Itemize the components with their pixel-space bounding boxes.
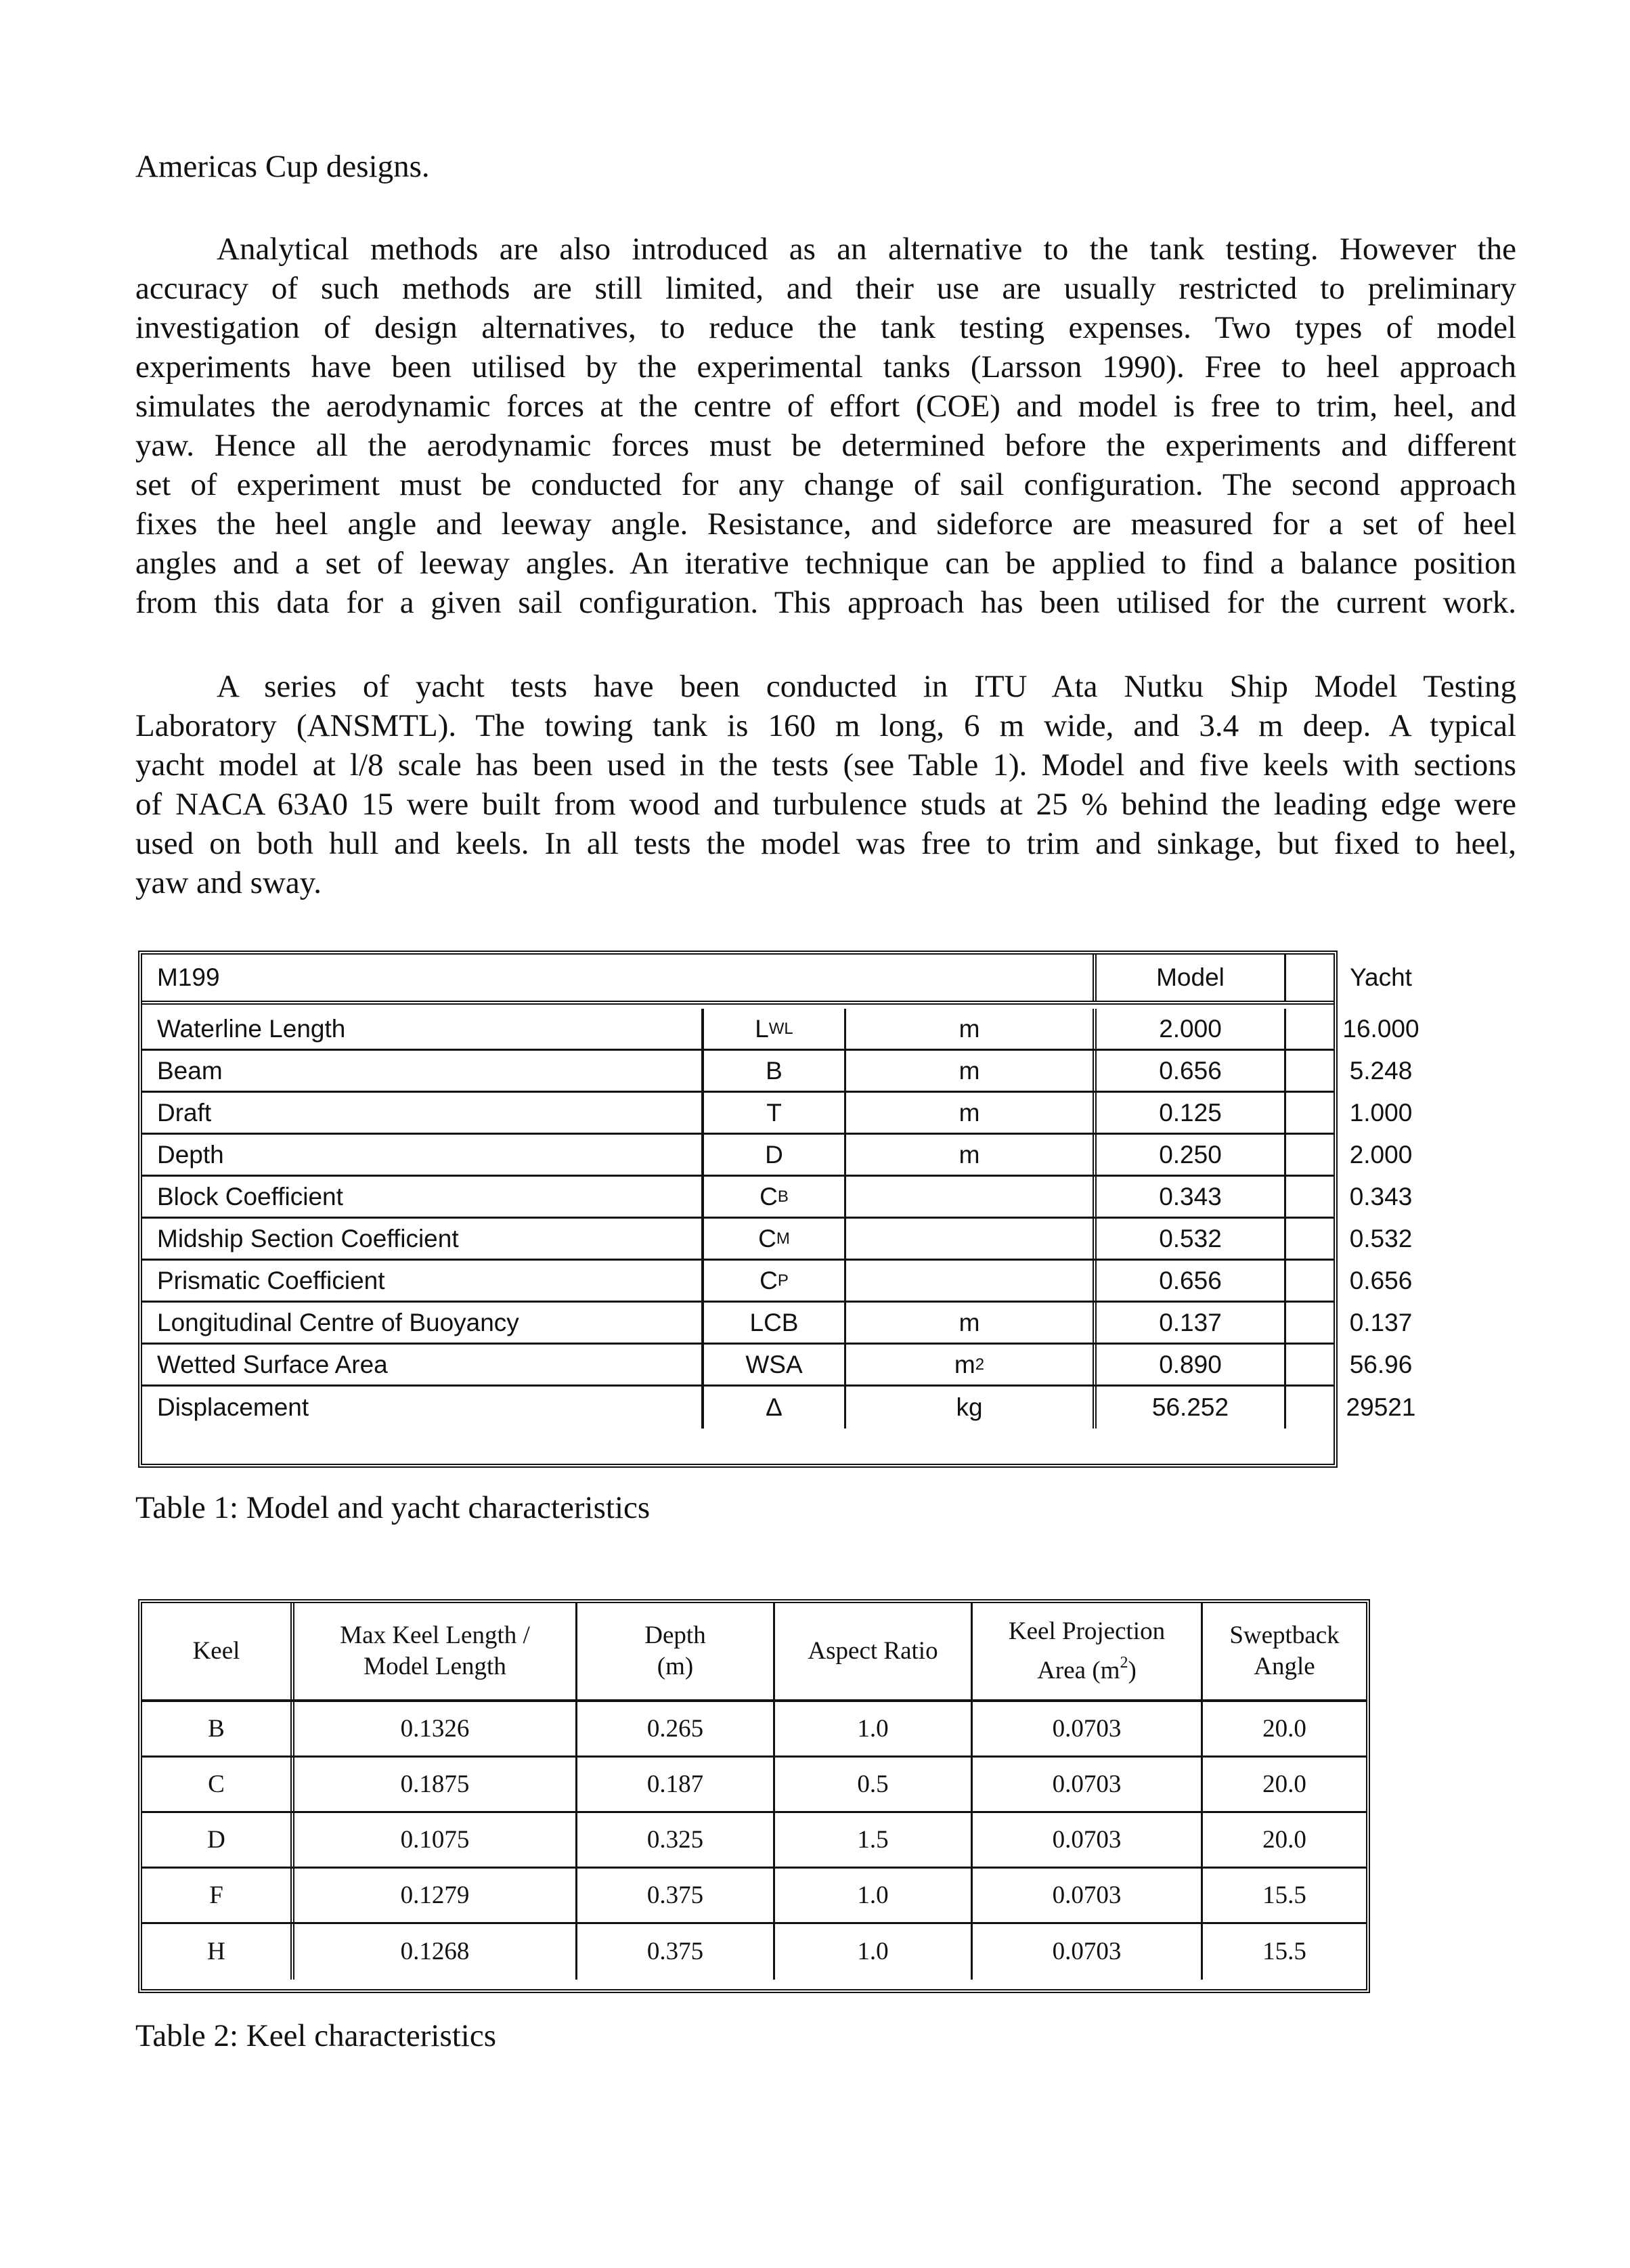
symbol-text: C (759, 1182, 778, 1211)
paragraph1-line: from this data for a given sail configuration. This approach has been utilised for the current work. (135, 585, 1516, 620)
keel-length-ratio: 0.1875 (294, 1758, 577, 1811)
table-row (142, 1135, 1413, 1177)
row-symbol (704, 1177, 846, 1217)
table-row (142, 1869, 1366, 1924)
row-symbol (704, 1261, 846, 1301)
row-symbol (704, 1219, 846, 1259)
row-yacht-value: 0.532 (1349, 1224, 1413, 1252)
symbol-subscript: WL (768, 1019, 793, 1038)
row-name: Longitudinal Centre of Buoyancy (142, 1303, 704, 1343)
paragraph2-line: A series of yacht tests have been conducted in ITU Ata Nutku Ship Model Testing (217, 669, 1516, 704)
row-symbol (704, 1051, 846, 1091)
column-header-yacht: Yacht (1350, 963, 1412, 991)
symbol-subscript: B (777, 1187, 789, 1206)
paragraph1-line: investigation of design alternatives, to reduce the tank testing expenses. Two types of model (135, 310, 1516, 345)
keel-length-ratio: 0.1075 (294, 1813, 577, 1867)
symbol-text: C (759, 1266, 778, 1294)
header-line: ) (1128, 1657, 1137, 1684)
column-header-keel-projection (973, 1603, 1203, 1699)
table-header-row (142, 1603, 1366, 1702)
keel-sweptback-angle: 15.5 (1262, 1881, 1306, 1909)
row-unit (846, 1009, 1097, 1049)
row-model-value: 0.532 (1097, 1219, 1286, 1259)
keel-projection-area: 0.0703 (973, 1924, 1203, 1980)
keel-depth: 0.187 (577, 1758, 775, 1811)
table-row (142, 1813, 1366, 1869)
intro-line: Americas Cup designs. (135, 149, 430, 184)
table-row (142, 1093, 1413, 1135)
keel-projection-area: 0.0703 (973, 1813, 1203, 1867)
table-row (142, 1758, 1366, 1813)
keel-depth: 0.265 (577, 1702, 775, 1755)
keel-length-ratio: 0.1279 (294, 1869, 577, 1922)
keel-depth: 0.375 (577, 1869, 775, 1922)
header-line: (m) (657, 1653, 694, 1680)
paragraph2-line: of NACA 63A0 15 were built from wood and turbulence studs at 25 % behind the leading edge were (135, 787, 1516, 822)
keel-sweptback-angle: 20.0 (1262, 1770, 1306, 1798)
table-model-yacht (138, 951, 1419, 1468)
paragraph1-line: Analytical methods are also introduced as an alternative to the tank testing. However the (217, 232, 1516, 267)
keel-id: F (142, 1869, 294, 1922)
row-unit (846, 1177, 1097, 1217)
header-superscript: 2 (1120, 1654, 1128, 1672)
keel-projection-area: 0.0703 (973, 1702, 1203, 1755)
column-header-model: Model (1097, 955, 1286, 1001)
header-line: Angle (1254, 1653, 1315, 1680)
symbol-subscript: P (777, 1271, 789, 1290)
keel-aspect-ratio: 1.0 (775, 1869, 973, 1922)
table-row (142, 1303, 1413, 1345)
column-header-max-keel-length (294, 1603, 577, 1699)
header-line: Sweptback (1229, 1621, 1340, 1649)
row-name: Draft (142, 1093, 704, 1133)
unit-text: m (959, 1308, 980, 1336)
header-line: Keel Projection (1008, 1617, 1166, 1645)
row-model-value: 0.890 (1097, 1345, 1286, 1384)
column-header-sweptback-angle (1203, 1603, 1366, 1699)
keel-id: D (142, 1813, 294, 1867)
keel-length-ratio: 0.1268 (294, 1924, 577, 1980)
paragraph1-line: simulates the aerodynamic forces at the centre of effort (COE) and model is free to trim, heel, and (135, 389, 1516, 424)
row-yacht-value: 1.000 (1349, 1098, 1413, 1127)
row-unit (846, 1051, 1097, 1091)
row-name: Wetted Surface Area (142, 1345, 704, 1384)
table-row (142, 1261, 1413, 1303)
keel-aspect-ratio: 1.0 (775, 1702, 973, 1755)
column-header-keel: Keel (142, 1603, 294, 1699)
unit-text: m (959, 1014, 980, 1043)
paragraph1-line: accuracy of such methods are still limited, and their use are usually restricted to preliminary (135, 271, 1516, 306)
paragraph2-line: used on both hull and keels. In all tests the model was free to trim and sinkage, but fixed to heel, (135, 826, 1516, 861)
row-symbol (704, 1345, 846, 1384)
symbol-text: LCB (749, 1308, 799, 1336)
keel-depth: 0.325 (577, 1813, 775, 1867)
table-row (142, 1219, 1413, 1261)
row-unit (846, 1135, 1097, 1175)
row-model-value: 0.250 (1097, 1135, 1286, 1175)
keel-id: B (142, 1702, 294, 1755)
table-row (142, 1051, 1413, 1093)
symbol-text: B (766, 1056, 783, 1085)
symbol-text: D (765, 1140, 783, 1169)
row-unit (846, 1093, 1097, 1133)
keel-sweptback-angle: 15.5 (1262, 1938, 1306, 1965)
table-row (142, 1345, 1413, 1387)
row-model-value: 0.343 (1097, 1177, 1286, 1217)
unit-text: kg (956, 1393, 983, 1421)
paragraph1-line: experiments have been utilised by the experimental tanks (Larsson 1990). Free to heel approach (135, 349, 1516, 385)
paragraph2-line: yaw and sway. (135, 865, 322, 900)
row-model-value: 0.137 (1097, 1303, 1286, 1343)
keel-aspect-ratio: 0.5 (775, 1758, 973, 1811)
row-unit (846, 1219, 1097, 1259)
table-row (142, 1924, 1366, 1980)
row-yacht-value: 0.656 (1349, 1266, 1413, 1294)
header-line: Area (m (1037, 1657, 1120, 1684)
keel-id: H (142, 1924, 294, 1980)
row-model-value: 0.125 (1097, 1093, 1286, 1133)
row-unit (846, 1345, 1097, 1384)
row-model-value: 0.656 (1097, 1261, 1286, 1301)
symbol-text: L (755, 1014, 769, 1043)
row-model-value: 0.656 (1097, 1051, 1286, 1091)
keel-sweptback-angle: 20.0 (1262, 1714, 1306, 1743)
row-name: Displacement (142, 1387, 704, 1429)
row-name: Prismatic Coefficient (142, 1261, 704, 1301)
paragraph1-line: yaw. Hence all the aerodynamic forces must be determined before the experiments and different (135, 428, 1516, 463)
header-line: Model Length (364, 1653, 506, 1680)
unit-text: m (959, 1140, 980, 1169)
table-row (142, 1702, 1366, 1758)
row-name: Block Coefficient (142, 1177, 704, 1217)
table-row (142, 1387, 1416, 1429)
unit-text: m (959, 1056, 980, 1085)
keel-depth: 0.375 (577, 1924, 775, 1980)
row-name: Beam (142, 1051, 704, 1091)
keel-sweptback-angle: 20.0 (1262, 1825, 1306, 1854)
row-yacht-value: 5.248 (1349, 1056, 1413, 1085)
table2-caption: Table 2: Keel characteristics (135, 2018, 497, 2053)
unit-text: m (959, 1098, 980, 1127)
table-row (142, 1177, 1413, 1219)
row-symbol (704, 1093, 846, 1133)
paragraph1-line: angles and a set of leeway angles. An iterative technique can be applied to find a balance position (135, 546, 1516, 581)
row-symbol (704, 1009, 846, 1049)
row-unit (846, 1261, 1097, 1301)
row-name: Midship Section Coefficient (142, 1219, 704, 1259)
table1-caption: Table 1: Model and yacht characteristics (135, 1490, 651, 1525)
symbol-text: C (758, 1224, 776, 1252)
row-yacht-value: 2.000 (1349, 1140, 1413, 1169)
paragraph1-line: fixes the heel angle and leeway angle. Resistance, and sideforce are measured for a set of heel (135, 506, 1516, 542)
keel-aspect-ratio: 1.0 (775, 1924, 973, 1980)
keel-length-ratio: 0.1326 (294, 1702, 577, 1755)
unit-superscript: 2 (975, 1355, 985, 1374)
symbol-subscript: M (776, 1229, 790, 1248)
row-name: Waterline Length (142, 1009, 704, 1049)
unit-text: m (954, 1350, 975, 1378)
row-model-value: 56.252 (1097, 1387, 1286, 1429)
table-row (142, 1009, 1419, 1051)
row-yacht-value: 16.000 (1342, 1014, 1419, 1043)
keel-aspect-ratio: 1.5 (775, 1813, 973, 1867)
symbol-text: WSA (745, 1350, 803, 1378)
keel-projection-area: 0.0703 (973, 1758, 1203, 1811)
row-symbol (704, 1303, 846, 1343)
row-yacht-value: 0.343 (1349, 1182, 1413, 1211)
table-title-cell: M199 (142, 955, 1097, 1001)
paragraph2-line: yacht model at l/8 scale has been used in the tests (see Table 1). Model and five keels with sections (135, 747, 1516, 783)
row-yacht-value: 0.137 (1349, 1308, 1413, 1336)
table-keel (138, 1599, 1370, 1993)
header-line: Max Keel Length / (340, 1621, 530, 1649)
symbol-text: Δ (766, 1393, 783, 1421)
header-line: Depth (644, 1621, 706, 1649)
table-header-row (142, 955, 1412, 1005)
paragraph1-line: set of experiment must be conducted for any change of sail configuration. The second approach (135, 467, 1516, 502)
row-unit (846, 1387, 1097, 1429)
row-yacht-value: 29521 (1346, 1393, 1416, 1421)
row-name: Depth (142, 1135, 704, 1175)
symbol-text: T (766, 1098, 782, 1127)
keel-projection-area: 0.0703 (973, 1869, 1203, 1922)
row-yacht-value: 56.96 (1349, 1350, 1413, 1378)
row-symbol (704, 1387, 846, 1429)
row-symbol (704, 1135, 846, 1175)
keel-id: C (142, 1758, 294, 1811)
paragraph2-line: Laboratory (ANSMTL). The towing tank is 160 m long, 6 m wide, and 3.4 m deep. A typical (135, 708, 1516, 743)
row-model-value: 2.000 (1097, 1009, 1286, 1049)
column-header-depth (577, 1603, 775, 1699)
column-header-aspect-ratio: Aspect Ratio (775, 1603, 973, 1699)
row-unit (846, 1303, 1097, 1343)
